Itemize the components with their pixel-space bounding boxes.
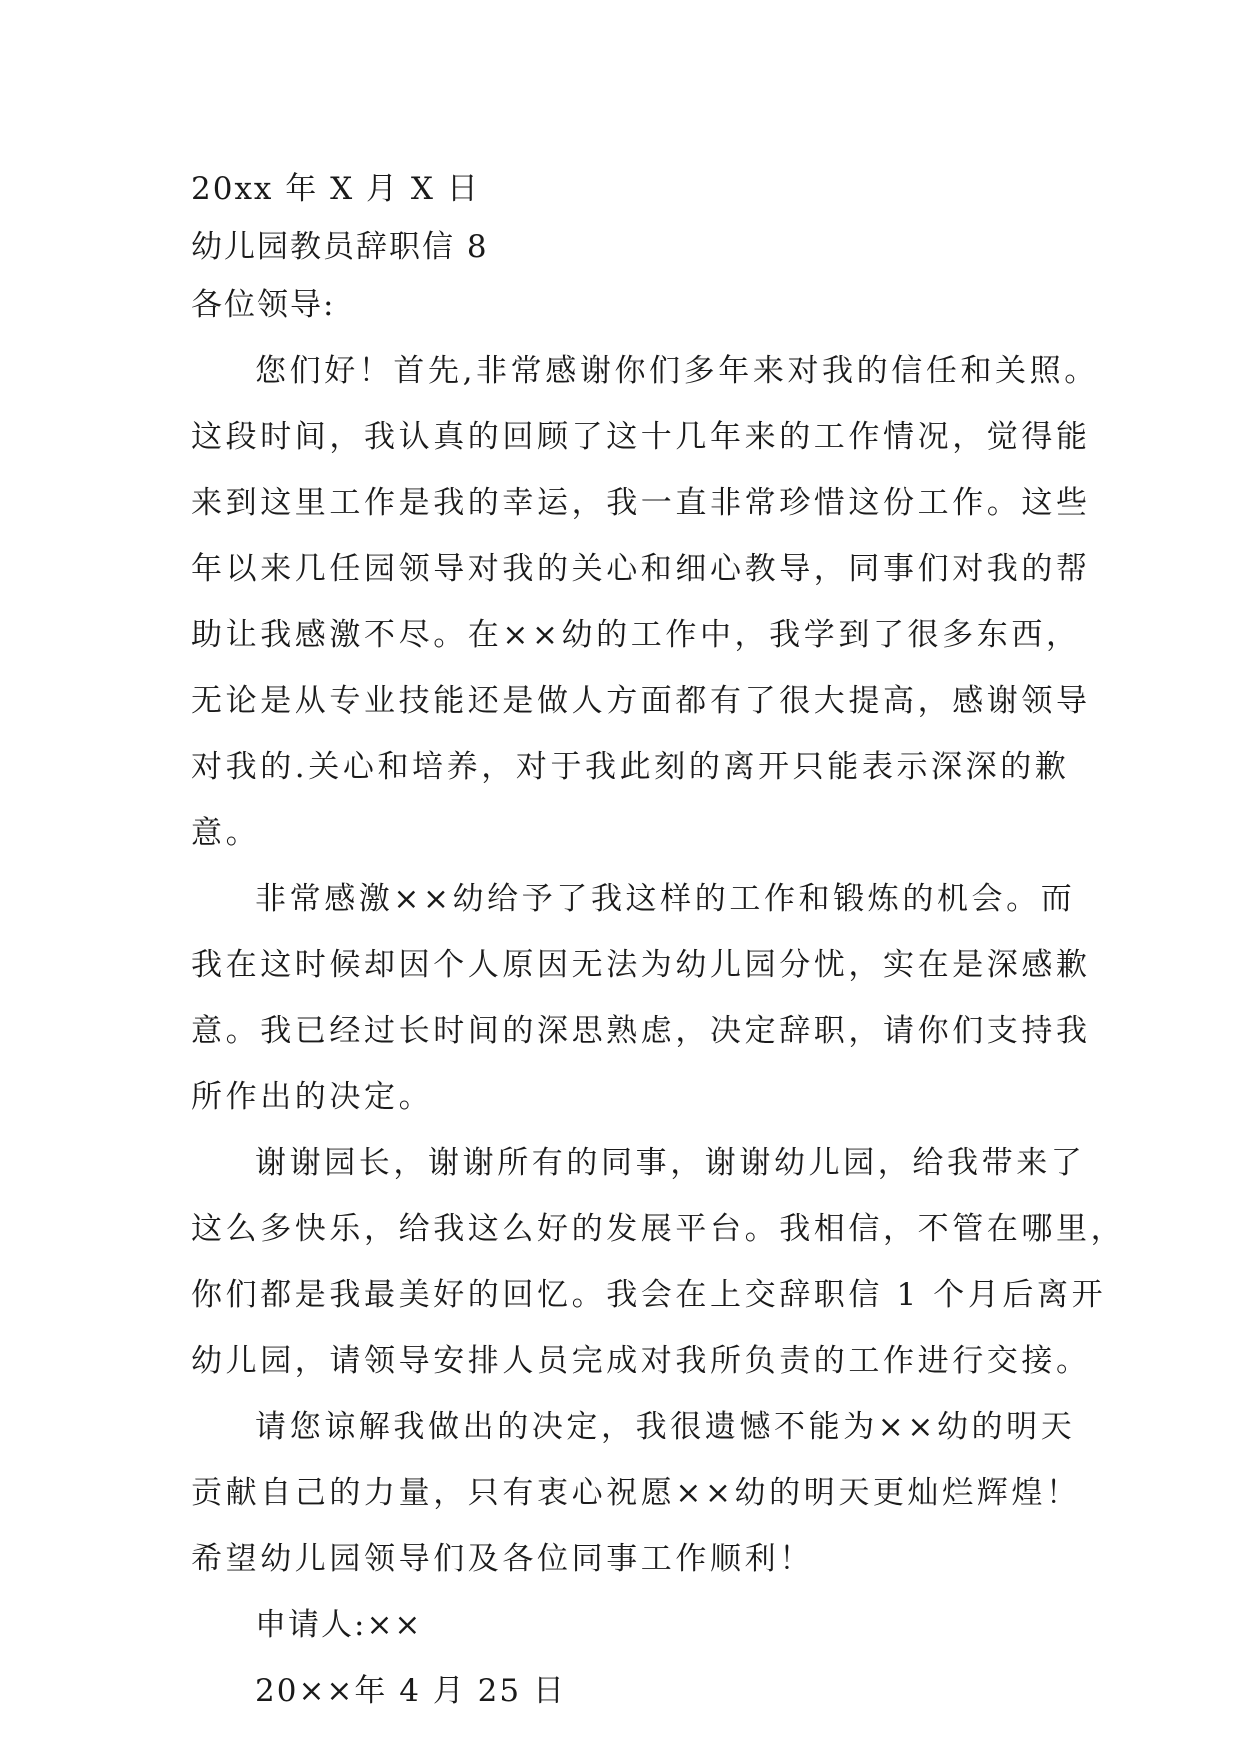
paragraph-line: 我在这时候却因个人原因无法为幼儿园分忧，实在是深感歉 — [191, 947, 1091, 983]
signature-applicant: 申请人:×× — [255, 1607, 423, 1643]
paragraph-line: 助让我感激不尽。在××幼的工作中，我学到了很多东西， — [191, 617, 1081, 653]
paragraph-line: 这段时间，我认真的回顾了这十几年来的工作情况，觉得能 — [191, 419, 1091, 455]
paragraph-line: 希望幼儿园领导们及各位同事工作顺利！ — [191, 1541, 814, 1577]
header-date: 20xx 年 X 月 X 日 — [191, 171, 480, 207]
paragraph-line: 意。 — [191, 815, 261, 851]
paragraph-line: 你们都是我最美好的回忆。我会在上交辞职信 1 个月后离开 — [191, 1277, 1107, 1313]
salutation: 各位领导: — [191, 287, 336, 323]
paragraph-line: 这么多快乐，给我这么好的发展平台。我相信，不管在哪里， — [191, 1211, 1126, 1247]
paragraph-4 — [191, 1394, 1081, 1592]
paragraph-line: 年以来几任园领导对我的关心和细心教导，同事们对我的帮 — [191, 551, 1091, 587]
paragraph-line: 非常感激××幼给予了我这样的工作和锻炼的机会。而 — [255, 881, 1076, 917]
paragraph-line: 对我的.关心和培养，对于我此刻的离开只能表示深深的歉 — [191, 749, 1070, 785]
paragraph-line: 贡献自己的力量，只有衷心祝愿××幼的明天更灿烂辉煌！ — [191, 1475, 1081, 1511]
paragraph-3 — [191, 1130, 1126, 1394]
paragraph-line: 无论是从专业技能还是做人方面都有了很大提高，感谢领导 — [191, 683, 1091, 719]
paragraph-line: 请您谅解我做出的决定，我很遗憾不能为××幼的明天 — [255, 1409, 1076, 1445]
paragraph-line: 您们好！首先,非常感谢你们多年来对我的信任和关照。 — [255, 353, 1099, 389]
letter-body — [191, 160, 1126, 1724]
paragraph-1 — [191, 338, 1099, 866]
paragraph-line: 来到这里工作是我的幸运，我一直非常珍惜这份工作。这些 — [191, 485, 1091, 521]
letter-title: 幼儿园教员辞职信 8 — [191, 229, 489, 265]
paragraph-line: 谢谢园长，谢谢所有的同事，谢谢幼儿园，给我带来了 — [255, 1145, 1086, 1181]
paragraph-line: 幼儿园，请领导安排人员完成对我所负责的工作进行交接。 — [191, 1343, 1091, 1379]
paragraph-2 — [191, 866, 1091, 1130]
paragraph-line: 所作出的决定。 — [191, 1079, 434, 1115]
signature-date: 20××年 4 月 25 日 — [255, 1673, 566, 1709]
paragraph-line: 意。我已经过长时间的深思熟虑，决定辞职，请你们支持我 — [191, 1013, 1091, 1049]
